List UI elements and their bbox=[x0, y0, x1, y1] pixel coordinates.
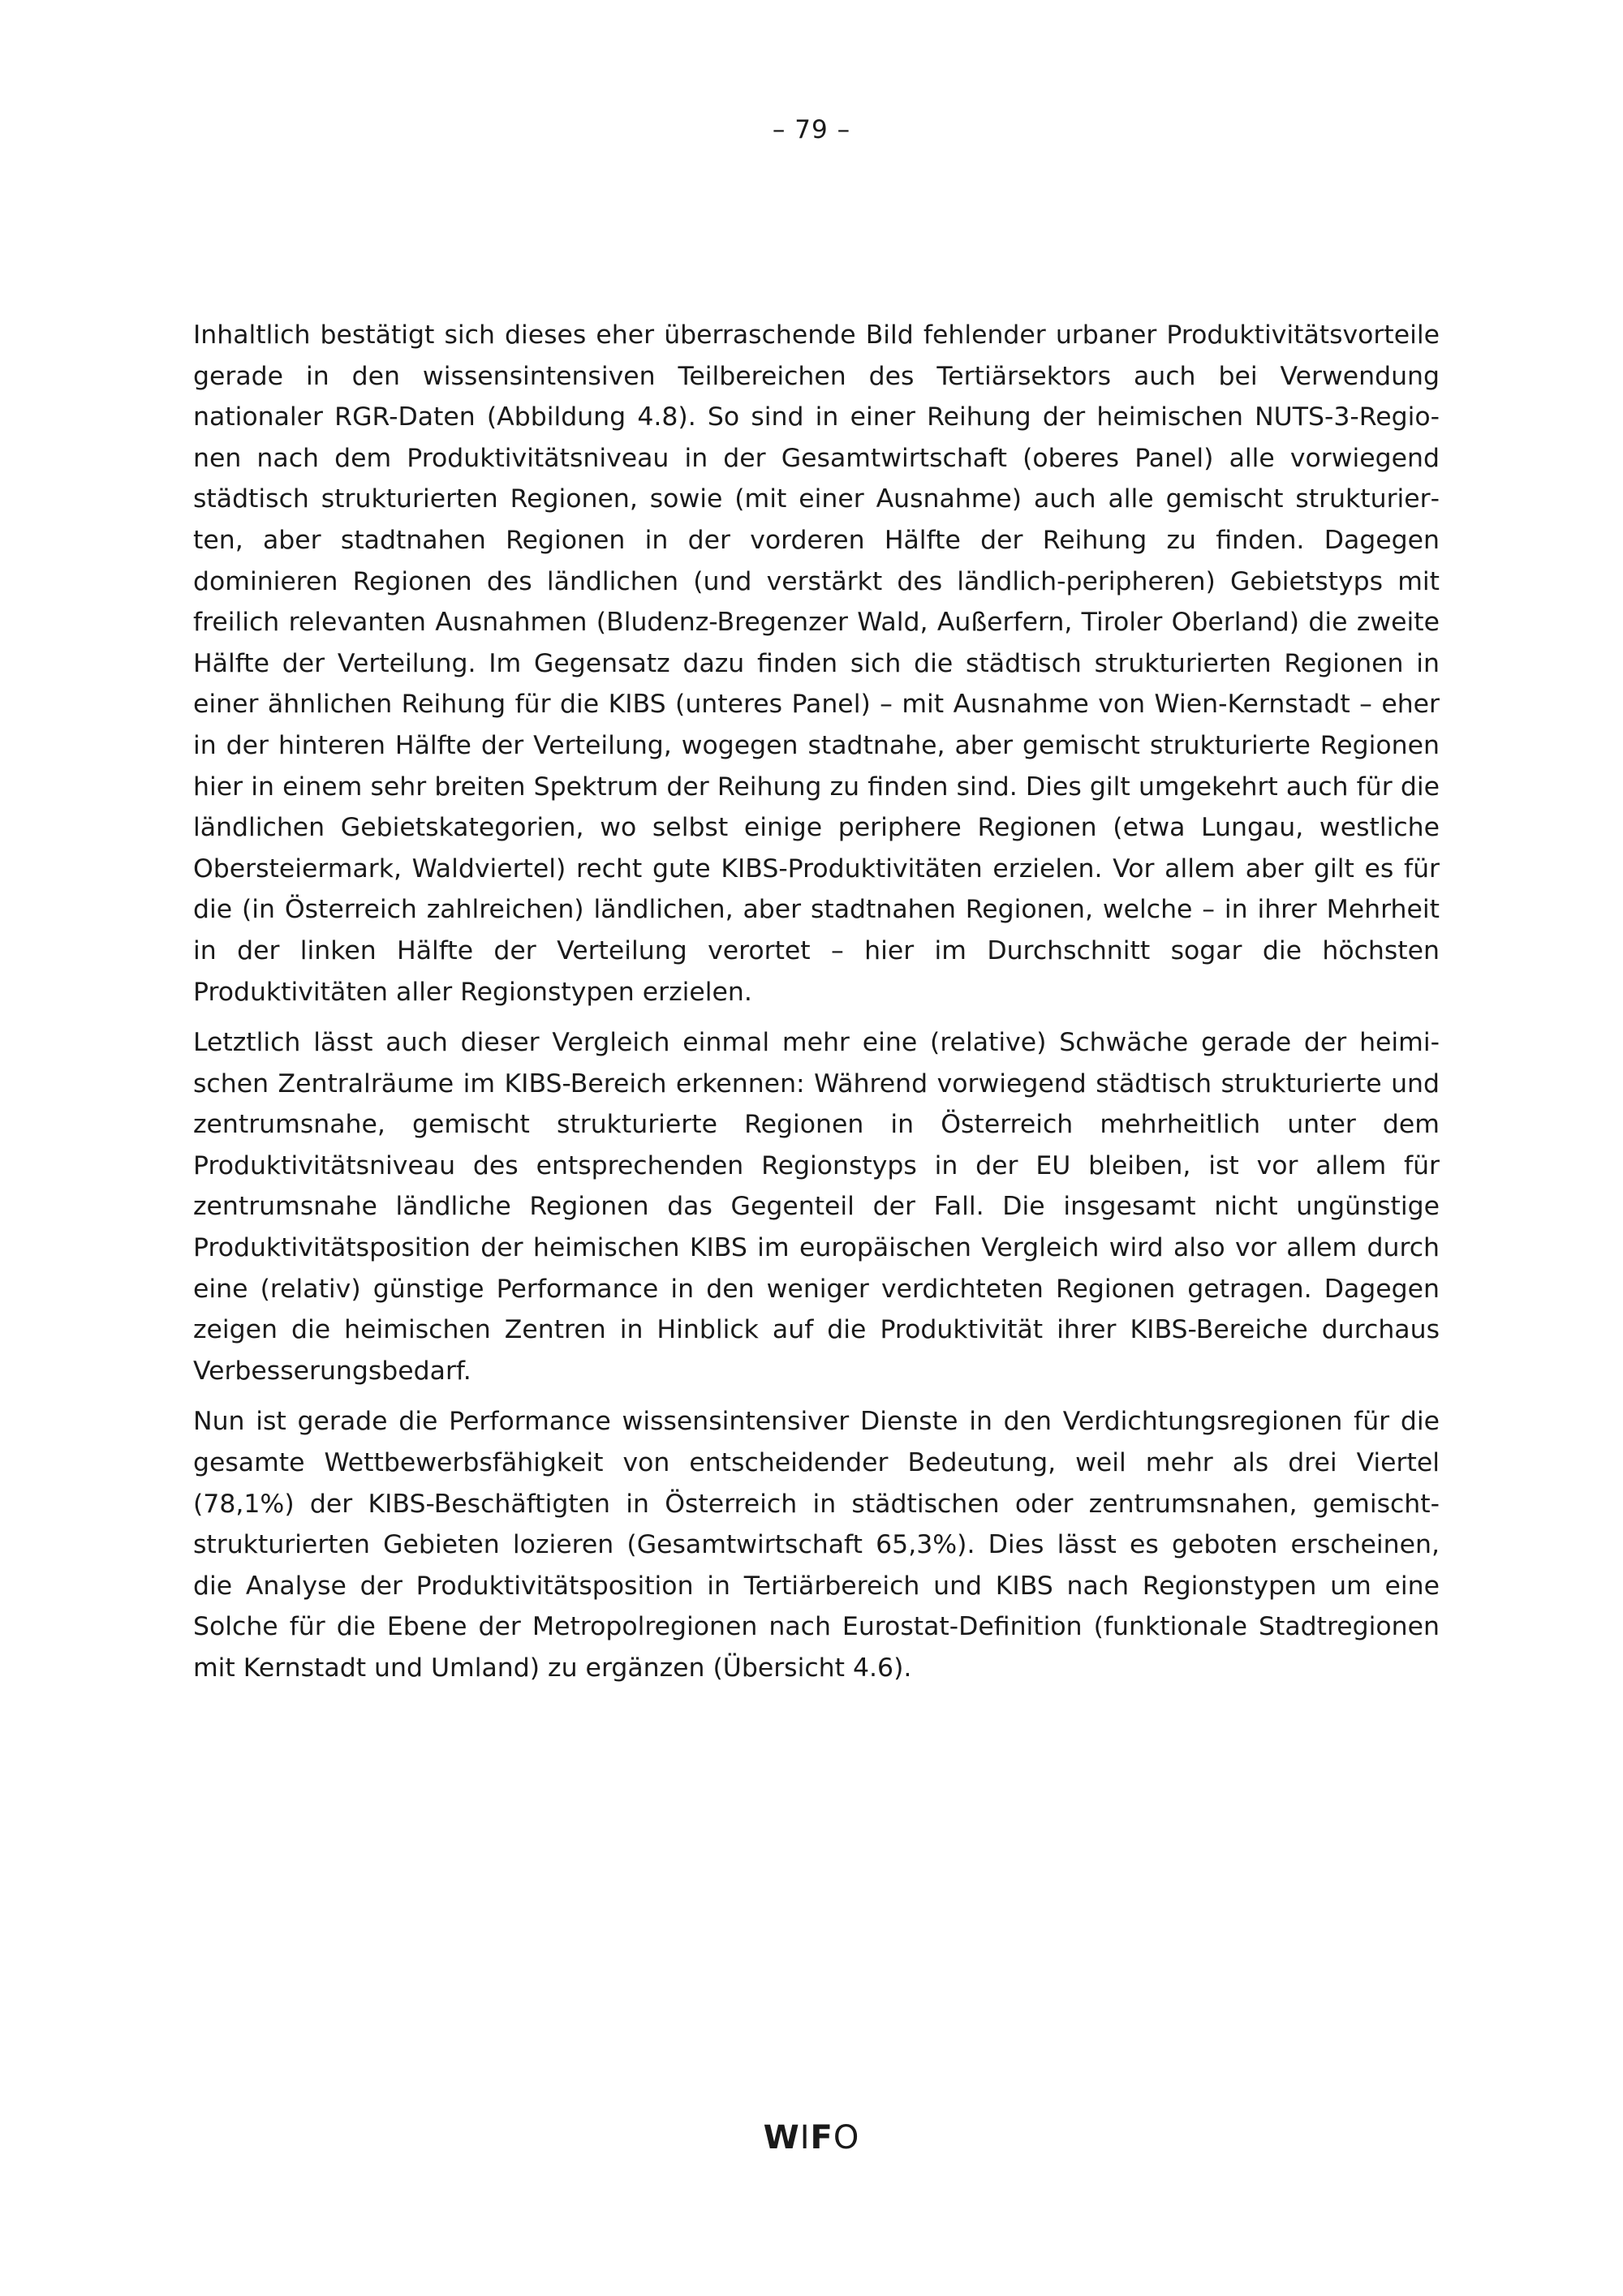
wifo-logo bbox=[0, 2119, 1623, 2156]
logo-letter-f: F bbox=[810, 2119, 833, 2156]
body-text bbox=[193, 315, 1440, 1699]
paragraph: Letztlich lässt auch dieser Vergleich einmal mehr eine (relative) Schwäche gerade der heimischen Zentralräume im KIBS-Bereich erkennen: Während vorwiegend städtisch strukturierte und zentrumsnahe, gemischt strukturierte Regionen in Österreich mehrheitlich unter dem Produktivitätsniveau des entsprechenden Regionstyps in der EU bleiben, ist vor allem für zentrumsnahe ländliche Regionen das Gegenteil der Fall. Die insgesamt nicht ungünstige Produktivitätsposition der heimischen KIBS im europäischen Vergleich wird also vor allem durch eine (relativ) günstige Performance in den weniger verdichteten Regionen getragen. Dagegen zeigen die heimischen Zentren in Hinblick auf die Produktivität ihrer KIBS-Bereiche durchaus Verbesserungsbedarf. bbox=[193, 1028, 1440, 1386]
logo-letter-w: W bbox=[763, 2119, 800, 2156]
paragraph: Inhaltlich bestätigt sich dieses eher überraschende Bild fehlender urbaner Produktivitätsvorteile gerade in den wissensintensiven Teilbereichen des Tertiärsektors auch bei Verwendung nationaler RGR-Daten (Abbildung 4.8). So sind in einer Reihung der heimischen NUTS-3-Regionen nach dem Produktivitätsniveau in der Gesamtwirtschaft (oberes Panel) alle vorwiegend städtisch strukturierten Regionen, sowie (mit einer Ausnahme) auch alle gemischt strukturierten, aber stadtnahen Regionen in der vorderen Hälfte der Reihung zu finden. Dagegen dominieren Regionen des ländlichen (und verstärkt des ländlich-peripheren) Gebietstyps mit freilich relevanten Ausnahmen (Bludenz-Bregenzer Wald, Außerfern, Tiroler Oberland) die zweite Hälfte der Verteilung. Im Gegensatz dazu finden sich die städtisch strukturierten Regionen in einer ähnlichen Reihung für die KIBS (unteres Panel) – mit Ausnahme von Wien-Kernstadt – eher in der hinteren Hälfte der Verteilung, wogegen stadtnahe, aber gemischt strukturierte Regionen hier in einem sehr breiten Spektrum der Reihung zu finden sind. Dies gilt umgekehrt auch für die ländlichen Gebietskategorien, wo selbst einige periphere Regionen (etwa Lungau, westliche Obersteiermark, Waldviertel) recht gute KIBS-Produktivitäten erzielen. Vor allem aber gilt es für die (in Österreich zahlreichen) ländlichen, aber stadtnahen Regionen, welche – in ihrer Mehrheit in der linken Hälfte der Verteilung verortet – hier im Durchschnitt sogar die höchsten Produktivitäten aller Regionstypen erzielen. bbox=[193, 320, 1440, 1007]
logo-separator: I bbox=[799, 2119, 811, 2156]
paragraph: Nun ist gerade die Performance wissensintensiver Dienste in den Verdichtungsregionen für die gesamte Wettbewerbsfähigkeit von entscheidender Bedeutung, weil mehr als drei Viertel (78,1%) der KIBS-Beschäftigten in Österreich in städtischen oder zentrumsnahen, gemischtstrukturierten Gebieten lozieren (Gesamtwirtschaft 65,3%). Dies lässt es geboten erscheinen, die Analyse der Produktivitätsposition in Tertiärbereich und KIBS nach Regionstypen um eine Solche für die Ebene der Metropolregionen nach Eurostat-Definition (funktionale Stadtregionen mit Kernstadt und Umland) zu ergänzen (Übersicht 4.6). bbox=[193, 1407, 1440, 1683]
page-number: – 79 – bbox=[772, 115, 851, 144]
logo-letter-o: O bbox=[833, 2119, 860, 2156]
